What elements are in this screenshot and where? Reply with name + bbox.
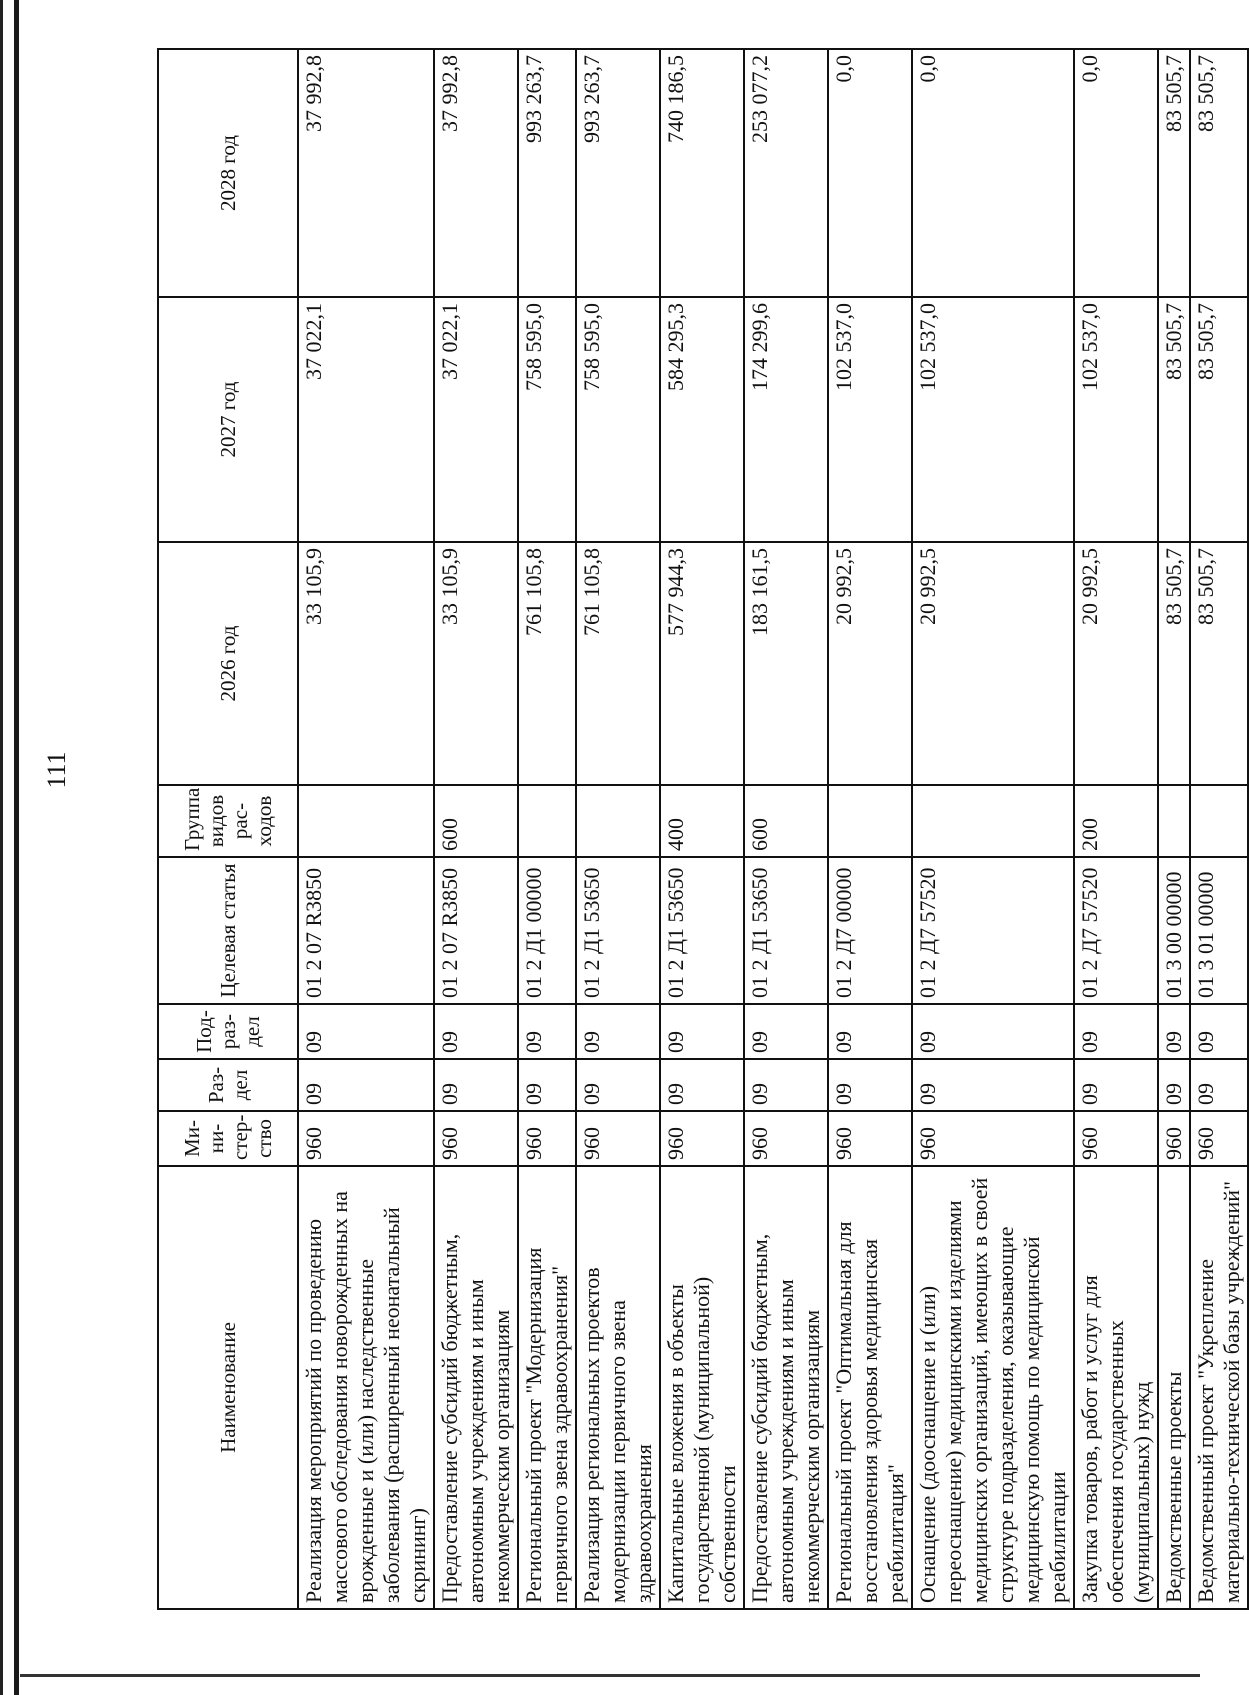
header-target: Целевая статья	[158, 857, 298, 1004]
header-2026: 2026 год	[158, 542, 298, 785]
cell-subsection: 09	[1158, 1004, 1190, 1059]
cell-ministry: 960	[744, 1111, 828, 1166]
table-row	[912, 49, 1074, 1609]
cell-section: 09	[912, 1059, 1074, 1111]
cell-target: 01 2 Д1 53650	[576, 857, 660, 1004]
cell-target: 01 2 Д1 53650	[744, 857, 828, 1004]
cell-subsection: 09	[828, 1004, 912, 1059]
cell-2026: 761 105,8	[518, 542, 576, 785]
cell-2026: 761 105,8	[576, 542, 660, 785]
cell-group	[518, 785, 576, 857]
cell-section: 09	[1190, 1059, 1248, 1111]
cell-section: 09	[434, 1059, 518, 1111]
header-2028: 2028 год	[158, 49, 298, 297]
table-row	[660, 49, 744, 1609]
scan-edge-shadow	[14, 0, 19, 1695]
cell-group: 600	[434, 785, 518, 857]
cell-2028: 37 992,8	[434, 49, 518, 297]
cell-2026: 20 992,5	[1074, 542, 1158, 785]
cell-ministry: 960	[912, 1111, 1074, 1166]
cell-name: Региональный проект "Оптимальная для восстановления здоровья медицинская реабилитация"	[828, 1166, 912, 1609]
header-subsection: Под-раз-дел	[158, 1004, 298, 1059]
cell-group: 400	[660, 785, 744, 857]
cell-name: Капитальные вложения в объекты государственной (муниципальной) собственности	[660, 1166, 744, 1609]
header-section: Раз-дел	[158, 1059, 298, 1111]
cell-subsection: 09	[576, 1004, 660, 1059]
cell-group	[576, 785, 660, 857]
header-2027: 2027 год	[158, 297, 298, 542]
cell-ministry: 960	[518, 1111, 576, 1166]
table-row	[434, 49, 518, 1609]
scan-edge	[0, 0, 23, 1695]
cell-2026: 83 505,7	[1158, 542, 1190, 785]
cell-section: 09	[1158, 1059, 1190, 1111]
cell-ministry: 960	[660, 1111, 744, 1166]
cell-section: 09	[660, 1059, 744, 1111]
cell-name: Ведомственные проекты	[1158, 1166, 1190, 1609]
cell-subsection: 09	[1074, 1004, 1158, 1059]
cell-name: Закупка товаров, работ и услуг для обеспечения государственных (муниципальных) нужд	[1074, 1166, 1158, 1609]
cell-ministry: 960	[298, 1111, 434, 1166]
cell-group	[1158, 785, 1190, 857]
cell-section: 09	[576, 1059, 660, 1111]
table-row	[518, 49, 576, 1609]
cell-2027: 174 299,6	[744, 297, 828, 542]
cell-name: Региональный проект "Модернизация первичного звена здравоохранения"	[518, 1166, 576, 1609]
header-expense-group: Группа видов рас-ходов	[158, 785, 298, 857]
cell-2027: 37 022,1	[298, 297, 434, 542]
cell-subsection: 09	[912, 1004, 1074, 1059]
header-name: Наименование	[158, 1166, 298, 1609]
cell-name: Оснащение (дооснащение и (или) переоснащение) медицинскими изделиями медицинских организаций, имеющих в своей структуре подразделения, оказывающие медицинскую помощь по медицинской реабилитации	[912, 1166, 1074, 1609]
cell-2028: 37 992,8	[298, 49, 434, 297]
cell-2027: 584 295,3	[660, 297, 744, 542]
cell-group: 200	[1074, 785, 1158, 857]
cell-ministry: 960	[1190, 1111, 1248, 1166]
cell-subsection: 09	[1190, 1004, 1248, 1059]
cell-group	[1190, 785, 1248, 857]
cell-2028: 0,0	[828, 49, 912, 297]
rotated-table-container	[157, 50, 1244, 1610]
cell-ministry: 960	[828, 1111, 912, 1166]
cell-2028: 253 077,2	[744, 49, 828, 297]
cell-name: Ведомственный проект "Укрепление материально-технической базы учреждений"	[1190, 1166, 1248, 1609]
cell-2028: 83 505,7	[1158, 49, 1190, 297]
cell-section: 09	[518, 1059, 576, 1111]
cell-target: 01 2 07 R3850	[434, 857, 518, 1004]
cell-target: 01 2 Д1 53650	[660, 857, 744, 1004]
cell-ministry: 960	[1158, 1111, 1190, 1166]
table-row	[744, 49, 828, 1609]
cell-group	[912, 785, 1074, 857]
cell-section: 09	[828, 1059, 912, 1111]
cell-group: 600	[744, 785, 828, 857]
cell-target: 01 2 Д1 00000	[518, 857, 576, 1004]
cell-2028: 0,0	[912, 49, 1074, 297]
cell-subsection: 09	[298, 1004, 434, 1059]
cell-ministry: 960	[1074, 1111, 1158, 1166]
cell-target: 01 2 Д7 57520	[1074, 857, 1158, 1004]
cell-2027: 102 537,0	[912, 297, 1074, 542]
table-row	[298, 49, 434, 1609]
cell-section: 09	[298, 1059, 434, 1111]
cell-2027: 102 537,0	[1074, 297, 1158, 542]
cell-2027: 83 505,7	[1158, 297, 1190, 542]
cell-2026: 20 992,5	[912, 542, 1074, 785]
cell-name: Предоставление субсидий бюджетным, автономным учреждениям и иным некоммерческим организациям	[744, 1166, 828, 1609]
table-row	[828, 49, 912, 1609]
cell-2026: 183 161,5	[744, 542, 828, 785]
cell-target: 01 3 01 00000	[1190, 857, 1248, 1004]
cell-target: 01 2 Д7 57520	[912, 857, 1074, 1004]
page-number: 111	[42, 751, 71, 789]
cell-target: 01 3 00 00000	[1158, 857, 1190, 1004]
budget-table	[157, 48, 1249, 1610]
cell-2026: 577 944,3	[660, 542, 744, 785]
cell-target: 01 2 Д7 00000	[828, 857, 912, 1004]
cell-2028: 993 263,7	[576, 49, 660, 297]
scan-bottom-line	[20, 1674, 1200, 1677]
cell-subsection: 09	[744, 1004, 828, 1059]
cell-name: Предоставление субсидий бюджетным, автономным учреждениям и иным некоммерческим организациям	[434, 1166, 518, 1609]
header-ministry: Ми-ни-стер-ство	[158, 1111, 298, 1166]
cell-2027: 83 505,7	[1190, 297, 1248, 542]
table-row	[1074, 49, 1158, 1609]
cell-2028: 993 263,7	[518, 49, 576, 297]
cell-subsection: 09	[434, 1004, 518, 1059]
cell-2027: 758 595,0	[576, 297, 660, 542]
table-row	[1158, 49, 1190, 1609]
header-row	[158, 49, 298, 1609]
cell-2028: 0,0	[1074, 49, 1158, 297]
cell-ministry: 960	[576, 1111, 660, 1166]
cell-2026: 20 992,5	[828, 542, 912, 785]
cell-target: 01 2 07 R3850	[298, 857, 434, 1004]
cell-2026: 83 505,7	[1190, 542, 1248, 785]
table-row	[576, 49, 660, 1609]
table-row	[1190, 49, 1248, 1609]
cell-2026: 33 105,9	[434, 542, 518, 785]
cell-subsection: 09	[660, 1004, 744, 1059]
cell-section: 09	[744, 1059, 828, 1111]
cell-subsection: 09	[518, 1004, 576, 1059]
cell-2028: 740 186,5	[660, 49, 744, 297]
cell-2026: 33 105,9	[298, 542, 434, 785]
cell-group	[298, 785, 434, 857]
cell-2027: 102 537,0	[828, 297, 912, 542]
cell-ministry: 960	[434, 1111, 518, 1166]
cell-section: 09	[1074, 1059, 1158, 1111]
cell-2027: 758 595,0	[518, 297, 576, 542]
cell-2028: 83 505,7	[1190, 49, 1248, 297]
cell-name: Реализация мероприятий по проведению массового обследования новорожденных на врожденные и (или) наследственные заболевания (расширенный неонатальный скрининг)	[298, 1166, 434, 1609]
cell-name: Реализация региональных проектов модернизации первичного звена здравоохранения	[576, 1166, 660, 1609]
cell-2027: 37 022,1	[434, 297, 518, 542]
cell-group	[828, 785, 912, 857]
